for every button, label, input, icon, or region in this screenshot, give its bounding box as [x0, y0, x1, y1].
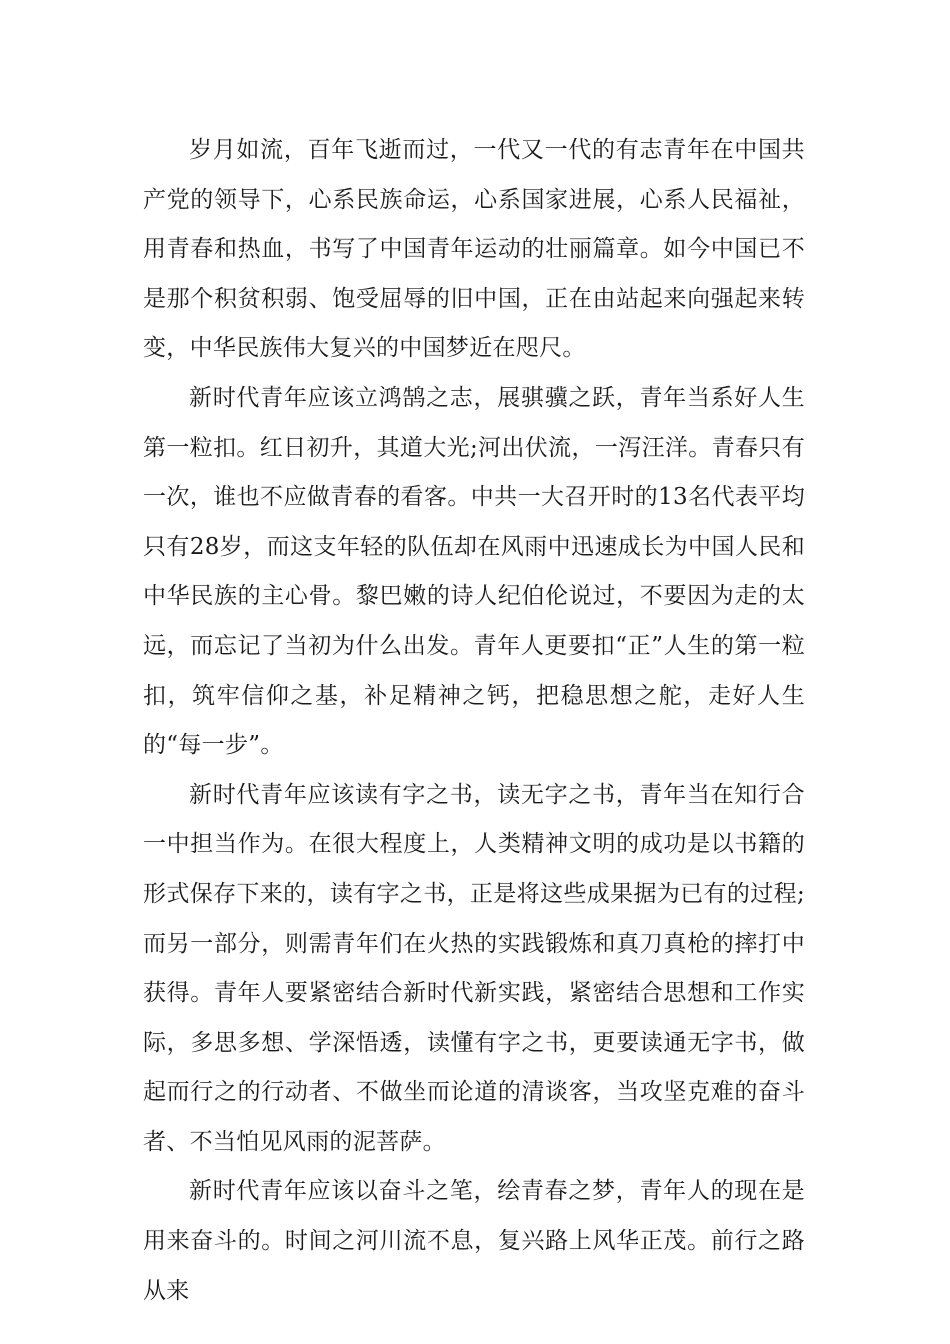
paragraph-3: 新时代青年应该读有字之书，读无字之书，青年当在知行合一中担当作为。在很大程度上，人类精神文明的成功是以书籍的形式保存下来的，读有字之书，正是将这些成果据为已有的过程;而另一部分，则需青年们在火热的实践锻炼和真刀真枪的摔打中获得。青年人要紧密结合新时代新实践，紧密结合思想和工作实际，多思多想、学深悟透，读懂有字之书，更要读通无字书，做起而行之的行动者、不做坐而论道的清谈客，当攻坚克难的奋斗者、不当怕见风雨的泥菩萨。 — [143, 781, 805, 1155]
paragraph-4: 新时代青年应该以奋斗之笔，绘青春之梦，青年人的现在是用来奋斗的。时间之河川流不息，复兴路上风华正茂。前行之路从来 — [143, 1178, 805, 1304]
paragraph-1: 岁月如流，百年飞逝而过，一代又一代的有志青年在中国共产党的领导下，心系民族命运，心系国家进展，心系人民福祉，用青春和热血，书写了中国青年运动的壮丽篇章。如今中国已不是那个积贫积弱、饱受屈辱的旧中国，正在由站起来向强起来转变，中华民族伟大复兴的中国梦近在咫尺。 — [143, 137, 805, 362]
paragraph-2: 新时代青年应该立鸿鹄之志，展骐骥之跃，青年当系好人生第一粒扣。红日初升，其道大光;河出伏流，一泻汪洋。青春只有一次，谁也不应做青春的看客。中共一大召开时的13名代表平均只有28岁，而这支年轻的队伍却在风雨中迅速成长为中国人民和中华民族的主心骨。黎巴嫩的诗人纪伯伦说过，不要因为走的太远，而忘记了当初为什么出发。青年人更要扣“正”人生的第一粒扣，筑牢信仰之基，补足精神之钙，把稳思想之舵，走好人生的“每一步”。 — [143, 384, 805, 759]
document-body — [143, 126, 805, 1316]
